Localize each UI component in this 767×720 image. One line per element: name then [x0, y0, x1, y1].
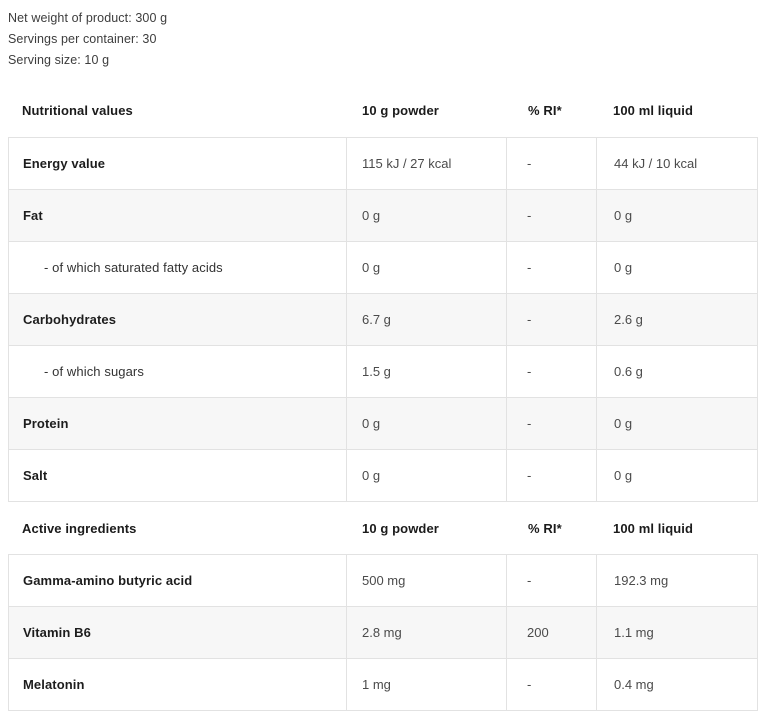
row-label: Vitamin B6	[9, 607, 347, 658]
header-powder-column: 10 g powder	[362, 520, 439, 536]
row-ri-value: -	[507, 555, 597, 606]
header-nutritional-values: Nutritional values	[22, 102, 133, 118]
row-label: Fat	[9, 190, 347, 241]
table-row-salt	[9, 450, 757, 501]
table-row-fat	[9, 190, 757, 242]
table-row-gaba	[9, 555, 757, 607]
row-ri-value: -	[507, 450, 597, 501]
row-liquid-value: 44 kJ / 10 kcal	[614, 156, 698, 171]
row-powder-value: 6.7 g	[347, 294, 507, 345]
row-label: - of which saturated fatty acids	[9, 242, 347, 293]
nutrition-table-body	[8, 137, 758, 502]
row-powder-value: 1.5 g	[347, 346, 507, 397]
row-liquid-value: 0 g	[614, 416, 633, 431]
row-liquid-value: 0 g	[614, 260, 633, 275]
active-ingredients-body	[8, 554, 758, 711]
header-liquid-column: 100 ml liquid	[613, 102, 694, 118]
row-powder-value: 0 g	[347, 398, 507, 449]
row-powder-value: 2.8 mg	[347, 607, 507, 658]
header-ri-column: % RI*	[528, 102, 562, 118]
row-powder-value: 115 kJ / 27 kcal	[347, 138, 507, 189]
row-ri-value: -	[507, 138, 597, 189]
row-liquid-value: 1.1 mg	[614, 625, 654, 640]
row-ri-value: -	[507, 659, 597, 710]
row-liquid-value: 2.6 g	[614, 312, 643, 327]
header-powder-column: 10 g powder	[362, 102, 439, 118]
row-ri-value: -	[507, 242, 597, 293]
row-powder-value: 500 mg	[347, 555, 507, 606]
header-liquid-column: 100 ml liquid	[613, 520, 694, 536]
net-weight-text: Net weight of product: 300 g	[8, 11, 168, 25]
row-ri-value: -	[507, 398, 597, 449]
header-ri-column: % RI*	[528, 520, 562, 536]
product-info-block	[8, 8, 767, 71]
row-liquid-value: 0.4 mg	[614, 677, 654, 692]
row-label: Gamma-amino butyric acid	[9, 555, 347, 606]
table-row-protein	[9, 398, 757, 450]
nutrition-table	[8, 83, 758, 711]
row-label: Energy value	[9, 138, 347, 189]
row-powder-value: 0 g	[347, 242, 507, 293]
row-ri-value: -	[507, 294, 597, 345]
row-ri-value: 200	[507, 607, 597, 658]
row-ri-value: -	[507, 190, 597, 241]
table-row-sugars	[9, 346, 757, 398]
row-powder-value: 0 g	[347, 450, 507, 501]
row-label: Melatonin	[9, 659, 347, 710]
active-ingredients-header	[8, 502, 758, 554]
table-row-energy-value	[9, 138, 757, 190]
row-powder-value: 0 g	[347, 190, 507, 241]
row-label: Carbohydrates	[9, 294, 347, 345]
row-label: Protein	[9, 398, 347, 449]
header-active-ingredients: Active ingredients	[22, 520, 137, 536]
row-label: - of which sugars	[9, 346, 347, 397]
row-liquid-value: 192.3 mg	[614, 573, 669, 588]
nutrition-table-header	[8, 83, 758, 137]
table-row-melatonin	[9, 659, 757, 710]
row-label: Salt	[9, 450, 347, 501]
table-row-saturated-fatty-acids	[9, 242, 757, 294]
row-liquid-value: 0 g	[614, 208, 633, 223]
table-row-carbohydrates	[9, 294, 757, 346]
serving-size-text: Serving size: 10 g	[8, 53, 110, 67]
servings-per-container-text: Servings per container: 30	[8, 32, 157, 46]
row-liquid-value: 0 g	[614, 468, 633, 483]
row-ri-value: -	[507, 346, 597, 397]
table-row-vitamin-b6	[9, 607, 757, 659]
row-powder-value: 1 mg	[347, 659, 507, 710]
row-liquid-value: 0.6 g	[614, 364, 643, 379]
